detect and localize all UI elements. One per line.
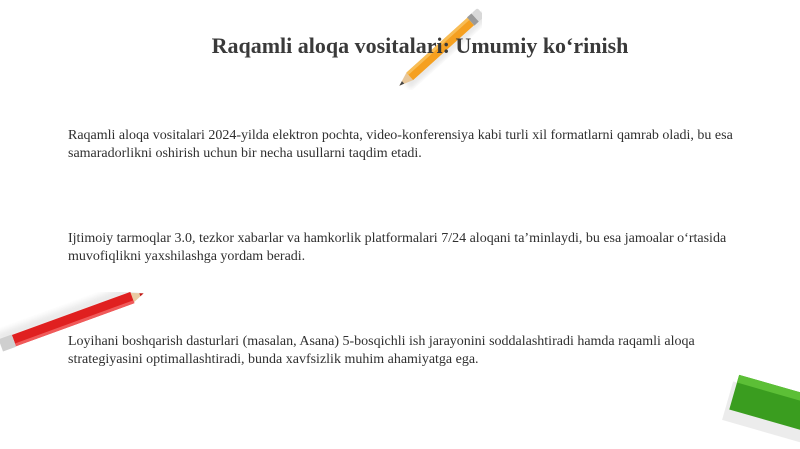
paragraph-email-video: Raqamli aloqa vositalari 2024-yilda elektron pochta, video-konferensiya kabi turli xil formatlarni qamrab oladi, bu esa samaradorlikni oshirish uchun bir necha usullarni taqdim etadi.: [68, 128, 733, 161]
paragraph-project-management: Loyihani boshqarish dasturlari (masalan, Asana) 5-bosqichli ish jarayonini soddalashtiradi hamda raqamli aloqa strategiyasini optimallashtiradi, bunda xavfsizlik muhim ahamiyatga ega.: [68, 334, 695, 367]
green-marker-icon: [715, 365, 800, 449]
paragraph-social-networks: Ijtimoiy tarmoqlar 3.0, tezkor xabarlar va hamkorlik platformalari 7/24 aloqani ta’minlaydi, bu esa jamoalar o‘rtasida muvofiqlikni yaxshilashga yordam beradi.: [68, 231, 727, 264]
slide-title: Raqamli aloqa vositalari: Umumiy ko‘rinish: [211, 33, 629, 58]
red-pencil-icon: [0, 292, 150, 362]
